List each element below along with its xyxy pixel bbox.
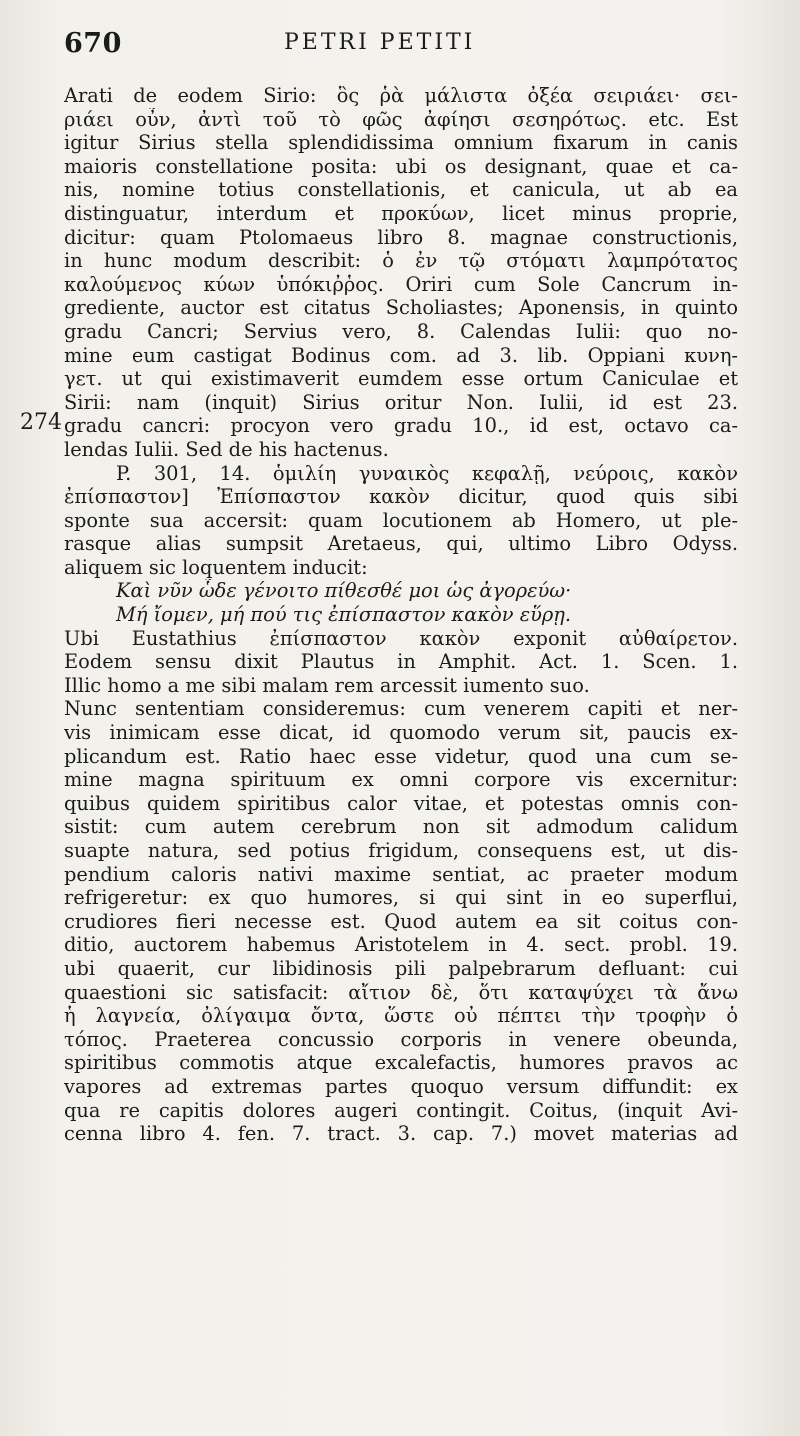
text-line: καλούμενος κύων ὑπόκιῤῥος. Oriri cum Sole Cancrum in- — [64, 272, 738, 296]
text-line: ἡ λαγνεία, ὀλίγαιμα ὄντα, ὥστε οὐ πέπτει τὴν τροφὴν ὁ — [64, 1004, 738, 1028]
text-line: suapte natura, sed potius frigidum, consequens est, ut dis- — [64, 839, 738, 862]
margin-line-number: 274 — [20, 410, 62, 435]
text-line: sponte sua accersit: quam locutionem ab Homero, ut ple- — [64, 508, 738, 532]
text-line: dicitur: quam Ptolomaeus libro 8. magnae constructionis, — [64, 225, 738, 249]
text-line: maioris constellatione posita: ubi os designant, quae et ca- — [64, 154, 738, 178]
text-line: ριάει οὖν, ἀντὶ τοῦ τὸ φῶς ἀφίησι σεσηρότως. etc. Est — [64, 107, 738, 131]
page-header — [64, 28, 744, 68]
text-line: P. 301, 14. ὁμιλίη γυναικὸς κεφαλῇ, νεύροις, κακὸν — [116, 461, 738, 485]
text-line: gradu Cancri; Servius vero, 8. Calendas Iulii: quo no- — [64, 319, 738, 343]
text-line: mine eum castigat Bodinus com. ad 3. lib. Oppiani κυνη- — [64, 343, 738, 367]
text-line: gradu cancri: procyon vero gradu 10., id est, octavo ca- — [64, 414, 738, 438]
text-line: spiritibus commotis atque excalefactis, humores pravos ac — [64, 1051, 738, 1075]
text-line: τόπος. Praeterea concussio corporis in venere obeunda, — [64, 1027, 738, 1051]
text-line: Illic homo a me sibi malam rem arcessit iumento suo. — [64, 673, 590, 697]
text-line: quaestioni sic satisfacit: αἴτιον δὲ, ὅτι καταψύχει τὰ ἄνω — [64, 980, 738, 1004]
text-line: pendium caloris nativi maxime sentiat, ac praeter modum — [64, 862, 738, 886]
text-line: mine magna spirituum ex omni corpore vis excernitur: — [64, 768, 738, 792]
text-line: qua re capitis dolores augeri contingit. Coitus, (inquit Avi- — [64, 1098, 738, 1122]
body-text — [64, 84, 738, 1146]
text-line: aliquem sic loquentem inducit: — [64, 555, 368, 579]
text-line: grediente, auctor est citatus Scholiastes; Aponensis, in quinto — [64, 296, 738, 320]
text-line: ditio, auctorem habemus Aristotelem in 4. sect. probl. 19. — [64, 933, 738, 957]
text-line: nis, nomine totius constellationis, et canicula, ut ab ea — [64, 178, 738, 202]
text-line: sistit: cum autem cerebrum non sit admodum calidum — [64, 815, 738, 839]
text-line: refrigeretur: ex quo humores, si qui sint in eo superflui, — [64, 886, 738, 910]
text-line: γετ. ut qui existimaverit eumdem esse ortum Caniculae et — [64, 367, 738, 391]
text-line: Ubi Eustathius ἐπίσπαστον κακὸν exponit αὐθαίρετον. — [64, 626, 738, 650]
page-number: 670 — [64, 28, 122, 59]
text-line: rasque alias sumpsit Aretaeus, qui, ultimo Libro Odyss. — [64, 532, 738, 556]
running-head: PETRI PETITI — [284, 30, 476, 55]
text-line: cenna libro 4. fen. 7. tract. 3. cap. 7.) movet materias ad — [64, 1122, 738, 1146]
text-line: in hunc modum describit: ὁ ἐν τῷ στόματι λαμπρότατος — [64, 249, 738, 273]
text-line: crudiores fieri necesse est. Quod autem ea sit coitus con- — [64, 909, 738, 933]
verse-line: Μή ἴομεν, μή πού τις ἐπίσπαστον κακὸν εὕρῃ. — [116, 603, 572, 627]
text-line: lendas Iulii. Sed de his hactenus. — [64, 437, 389, 461]
text-line: quibus quidem spiritibus calor vitae, et potestas omnis con- — [64, 791, 738, 815]
verse-line: Καὶ νῦν ὧδε γένοιτο πίθεσθέ μοι ὡς ἀγορεύω· — [116, 579, 572, 603]
text-line: vis inimicam esse dicat, id quomodo verum sit, paucis ex- — [64, 721, 738, 745]
text-line: Eodem sensu dixit Plautus in Amphit. Act. 1. Scen. 1. — [64, 650, 738, 674]
text-line: Arati de eodem Sirio: ὃς ῥὰ μάλιστα ὀξέα σειριάει· σει- — [64, 84, 738, 107]
text-line: plicandum est. Ratio haec esse videtur, quod una cum se- — [64, 744, 738, 768]
text-line: Nunc sententiam consideremus: cum venerem capiti et ner- — [64, 697, 738, 721]
text-line: ἐπίσπαστον] Ἐπίσπαστον κακὸν dicitur, quod quis sibi — [64, 485, 738, 509]
text-line: ubi quaerit, cur libidinosis pili palpebrarum defluant: cui — [64, 956, 738, 980]
text-line: igitur Sirius stella splendidissima omnium fixarum in canis — [64, 131, 738, 155]
text-line: distinguatur, interdum et προκύων, licet minus proprie, — [64, 201, 738, 225]
text-line: vapores ad extremas partes quoquo versum diffundit: ex — [64, 1074, 738, 1098]
text-line: Sirii: nam (inquit) Sirius oritur Non. Iulii, id est 23. — [64, 390, 738, 414]
